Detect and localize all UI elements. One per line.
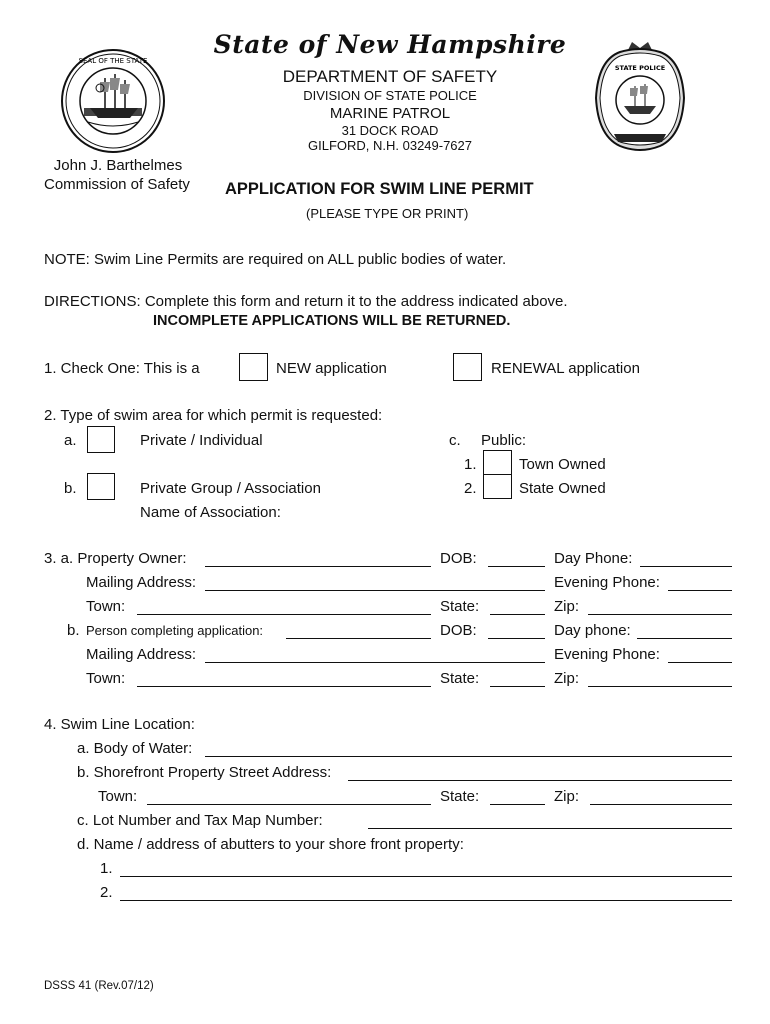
applicant-mailing-field[interactable]	[205, 662, 545, 663]
applicant-evening-phone-field[interactable]	[668, 662, 732, 663]
shorefront-address-field[interactable]	[348, 780, 732, 781]
state-owned-number: 2.	[464, 480, 477, 497]
q4-c-label: c. Lot Number and Tax Map Number:	[77, 812, 323, 829]
applicant-dob-field[interactable]	[488, 638, 545, 639]
abutter-2-field[interactable]	[120, 900, 732, 901]
q4-town-label: Town:	[98, 788, 138, 805]
q3-b-town-label: Town:	[86, 670, 126, 687]
q3-b-zip-label: Zip:	[554, 670, 580, 687]
q4-label: 4. Swim Line Location:	[44, 716, 195, 733]
q3-b-label: Person completing application:	[86, 623, 264, 638]
state-owned-checkbox[interactable]	[483, 474, 512, 499]
state-title: State of New Hampshire	[213, 30, 567, 59]
q2-c-letter: c.	[449, 432, 461, 449]
new-application-checkbox[interactable]	[239, 353, 268, 381]
q3-a-town-label: Town:	[86, 598, 126, 615]
town-owned-label: Town Owned	[519, 456, 606, 473]
owner-day-phone-field[interactable]	[640, 566, 732, 567]
q3-a-evening-phone-label: Evening Phone:	[554, 574, 660, 591]
abutter-1-number: 1.	[100, 860, 113, 877]
department-name: DEPARTMENT OF SAFETY	[282, 67, 498, 86]
q3-b-mailing-label: Mailing Address:	[86, 646, 197, 663]
owner-state-field[interactable]	[490, 614, 545, 615]
state-seal-icon	[60, 48, 166, 154]
q3-a-zip-label: Zip:	[554, 598, 580, 615]
q3-b-state-label: State:	[440, 670, 480, 687]
form-number: DSSS 41 (Rev.07/12)	[44, 980, 154, 992]
location-state-field[interactable]	[490, 804, 545, 805]
commissioner-title: Commission of Safety	[44, 176, 190, 193]
property-owner-field[interactable]	[205, 566, 431, 567]
applicant-town-field[interactable]	[137, 686, 431, 687]
renewal-application-checkbox[interactable]	[453, 353, 482, 381]
commissioner-name: John J. Barthelmes	[53, 157, 183, 174]
q2-a-letter: a.	[64, 432, 77, 449]
q3-b-letter: b.	[67, 622, 80, 639]
q3-a-label: 3. a. Property Owner:	[44, 550, 187, 567]
q3-b-day-phone-label: Day phone:	[554, 622, 631, 639]
private-group-label: Private Group / Association	[140, 480, 321, 497]
private-individual-checkbox[interactable]	[87, 426, 115, 453]
q4-b-label: b. Shorefront Property Street Address:	[77, 764, 332, 781]
police-badge-icon	[590, 38, 690, 158]
location-town-field[interactable]	[147, 804, 431, 805]
owner-zip-field[interactable]	[588, 614, 732, 615]
form-subtitle: (PLEASE TYPE OR PRINT)	[306, 206, 469, 221]
q4-a-label: a. Body of Water:	[77, 740, 193, 757]
q4-state-label: State:	[440, 788, 480, 805]
location-zip-field[interactable]	[590, 804, 732, 805]
owner-evening-phone-field[interactable]	[668, 590, 732, 591]
abutter-2-number: 2.	[100, 884, 113, 901]
q3-a-mailing-label: Mailing Address:	[86, 574, 197, 591]
q3-b-dob-label: DOB:	[440, 622, 477, 639]
town-owned-number: 1.	[464, 456, 477, 473]
q4-zip-label: Zip:	[554, 788, 580, 805]
private-individual-label: Private / Individual	[140, 432, 263, 449]
q1-label: 1. Check One: This is a	[44, 360, 200, 377]
applicant-zip-field[interactable]	[588, 686, 732, 687]
directions-warning: INCOMPLETE APPLICATIONS WILL BE RETURNED.	[153, 313, 511, 329]
q4-d-label: d. Name / address of abutters to your shore front property:	[77, 836, 464, 853]
renewal-application-label: RENEWAL application	[491, 360, 640, 377]
association-name-label: Name of Association:	[140, 504, 281, 521]
address-city: GILFORD, N.H. 03249-7627	[307, 138, 473, 153]
svg-text:STATE POLICE: STATE POLICE	[614, 64, 666, 72]
q3-b-evening-phone-label: Evening Phone:	[554, 646, 660, 663]
applicant-state-field[interactable]	[490, 686, 545, 687]
state-owned-label: State Owned	[519, 480, 606, 497]
body-of-water-field[interactable]	[205, 756, 732, 757]
division-name: DIVISION OF STATE POLICE	[303, 88, 477, 103]
q3-a-day-phone-label: Day Phone:	[554, 550, 633, 567]
owner-town-field[interactable]	[137, 614, 431, 615]
address-street: 31 DOCK ROAD	[341, 123, 439, 138]
form-title: APPLICATION FOR SWIM LINE PERMIT	[225, 180, 534, 198]
q3-a-state-label: State:	[440, 598, 480, 615]
private-group-checkbox[interactable]	[87, 473, 115, 500]
owner-dob-field[interactable]	[488, 566, 545, 567]
q2-label: 2. Type of swim area for which permit is requested:	[44, 407, 383, 424]
q2-b-letter: b.	[64, 480, 77, 497]
owner-mailing-field[interactable]	[205, 590, 545, 591]
note-text: NOTE: Swim Line Permits are required on ALL public bodies of water.	[44, 251, 507, 268]
q3-a-dob-label: DOB:	[440, 550, 477, 567]
new-application-label: NEW application	[276, 360, 387, 377]
abutter-1-field[interactable]	[120, 876, 732, 877]
applicant-day-phone-field[interactable]	[637, 638, 732, 639]
applicant-name-field[interactable]	[286, 638, 431, 639]
town-owned-checkbox[interactable]	[483, 450, 512, 475]
unit-name: MARINE PATROL	[329, 105, 451, 122]
lot-tax-map-field[interactable]	[368, 828, 732, 829]
svg-text:SEAL OF THE STATE: SEAL OF THE STATE	[78, 57, 148, 65]
public-label: Public:	[481, 432, 527, 449]
directions-text: DIRECTIONS: Complete this form and return it to the address indicated above.	[44, 293, 568, 310]
